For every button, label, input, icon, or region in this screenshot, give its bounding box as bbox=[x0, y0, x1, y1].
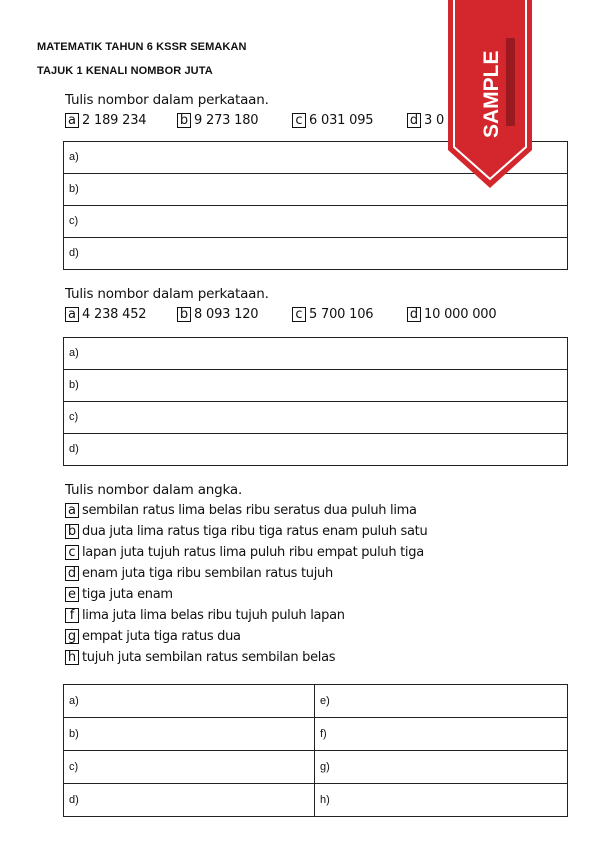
section2-instruction: Tulis nombor dalam perkataan. bbox=[65, 286, 269, 302]
item-letter-box: f bbox=[65, 608, 79, 623]
answer-row[interactable] bbox=[64, 338, 567, 370]
row-label: a) bbox=[69, 347, 79, 359]
row-label: d) bbox=[69, 247, 79, 259]
section3-item bbox=[65, 545, 424, 563]
section3-item bbox=[65, 524, 427, 542]
section3-item bbox=[65, 587, 173, 605]
item-letter-box: e bbox=[65, 587, 79, 602]
item-letter-box: d bbox=[65, 566, 79, 581]
worksheet-topic: TAJUK 1 KENALI NOMBOR JUTA bbox=[37, 65, 213, 77]
item-letter-box: a bbox=[65, 113, 79, 128]
item-words: lima juta lima belas ribu tujuh puluh lapan bbox=[82, 608, 345, 623]
section3-item bbox=[65, 629, 241, 647]
item-number: 8 093 120 bbox=[194, 307, 259, 322]
row-label: b) bbox=[69, 379, 79, 391]
answer-row[interactable] bbox=[64, 434, 567, 466]
item-letter-box: g bbox=[65, 629, 79, 644]
section1-item bbox=[292, 113, 373, 131]
section3-instruction: Tulis nombor dalam angka. bbox=[65, 482, 243, 498]
answer-grid-row[interactable] bbox=[64, 784, 567, 817]
item-number: 6 031 095 bbox=[309, 113, 374, 128]
row-label: e) bbox=[320, 695, 330, 707]
item-words: dua juta lima ratus tiga ribu tiga ratus enam puluh satu bbox=[82, 524, 428, 539]
row-label: a) bbox=[69, 695, 79, 707]
item-words: lapan juta tujuh ratus lima puluh ribu empat puluh tiga bbox=[82, 545, 424, 560]
section1-item bbox=[177, 113, 258, 131]
answer-grid-row[interactable] bbox=[64, 751, 567, 784]
item-words: sembilan ratus lima belas ribu seratus dua puluh lima bbox=[82, 503, 417, 518]
item-letter-box: b bbox=[177, 307, 191, 322]
row-label: d) bbox=[69, 443, 79, 455]
answer-grid-row[interactable] bbox=[64, 718, 567, 751]
row-label: b) bbox=[69, 183, 79, 195]
section3-answer-grid bbox=[63, 684, 568, 817]
item-letter-box: c bbox=[292, 307, 306, 322]
item-number: 2 189 234 bbox=[82, 113, 147, 128]
row-label: g) bbox=[320, 761, 330, 773]
item-letter-box: c bbox=[292, 113, 306, 128]
row-label: c) bbox=[69, 215, 79, 227]
item-words: tiga juta enam bbox=[82, 587, 173, 602]
item-words: tujuh juta sembilan ratus sembilan belas bbox=[82, 650, 336, 665]
row-label: d) bbox=[69, 794, 79, 806]
item-letter-box: d bbox=[407, 113, 421, 128]
row-label: b) bbox=[69, 728, 79, 740]
ribbon-bar bbox=[506, 38, 515, 126]
section2-item bbox=[65, 307, 146, 325]
item-letter-box: c bbox=[65, 545, 79, 560]
answer-row[interactable] bbox=[64, 370, 567, 402]
answer-grid-row[interactable] bbox=[64, 685, 567, 718]
row-label: a) bbox=[69, 151, 79, 163]
section1-item bbox=[65, 113, 146, 131]
answer-row[interactable] bbox=[64, 206, 567, 238]
item-letter-box: b bbox=[65, 524, 79, 539]
section3-item bbox=[65, 566, 333, 584]
item-letter-box: h bbox=[65, 650, 79, 665]
answer-row[interactable] bbox=[64, 402, 567, 434]
row-label: h) bbox=[320, 794, 330, 806]
item-number: 3 0 bbox=[424, 113, 445, 128]
item-letter-box: b bbox=[177, 113, 191, 128]
section1-instruction: Tulis nombor dalam perkataan. bbox=[65, 92, 269, 108]
item-number: 4 238 452 bbox=[82, 307, 147, 322]
worksheet-title: MATEMATIK TAHUN 6 KSSR SEMAKAN bbox=[37, 41, 247, 53]
section3-item bbox=[65, 650, 335, 668]
item-letter-box: a bbox=[65, 307, 79, 322]
section2-item bbox=[292, 307, 373, 325]
item-letter-box: d bbox=[407, 307, 421, 322]
row-label: c) bbox=[69, 761, 79, 773]
row-label: c) bbox=[69, 411, 79, 423]
item-number: 10 000 000 bbox=[424, 307, 497, 322]
item-letter-box: a bbox=[65, 503, 79, 518]
section2-item bbox=[407, 307, 496, 325]
item-words: empat juta tiga ratus dua bbox=[82, 629, 241, 644]
section3-item bbox=[65, 503, 417, 521]
sample-ribbon-watermark bbox=[448, 0, 532, 188]
section1-item bbox=[407, 113, 444, 131]
item-number: 9 273 180 bbox=[194, 113, 259, 128]
item-number: 5 700 106 bbox=[309, 307, 374, 322]
section2-item bbox=[177, 307, 258, 325]
answer-row[interactable] bbox=[64, 238, 567, 270]
ribbon-text: SAMPLE bbox=[480, 50, 503, 138]
section3-item bbox=[65, 608, 345, 626]
section2-answer-table bbox=[63, 337, 568, 466]
item-words: enam juta tiga ribu sembilan ratus tujuh bbox=[82, 566, 333, 581]
row-label: f) bbox=[320, 728, 327, 740]
